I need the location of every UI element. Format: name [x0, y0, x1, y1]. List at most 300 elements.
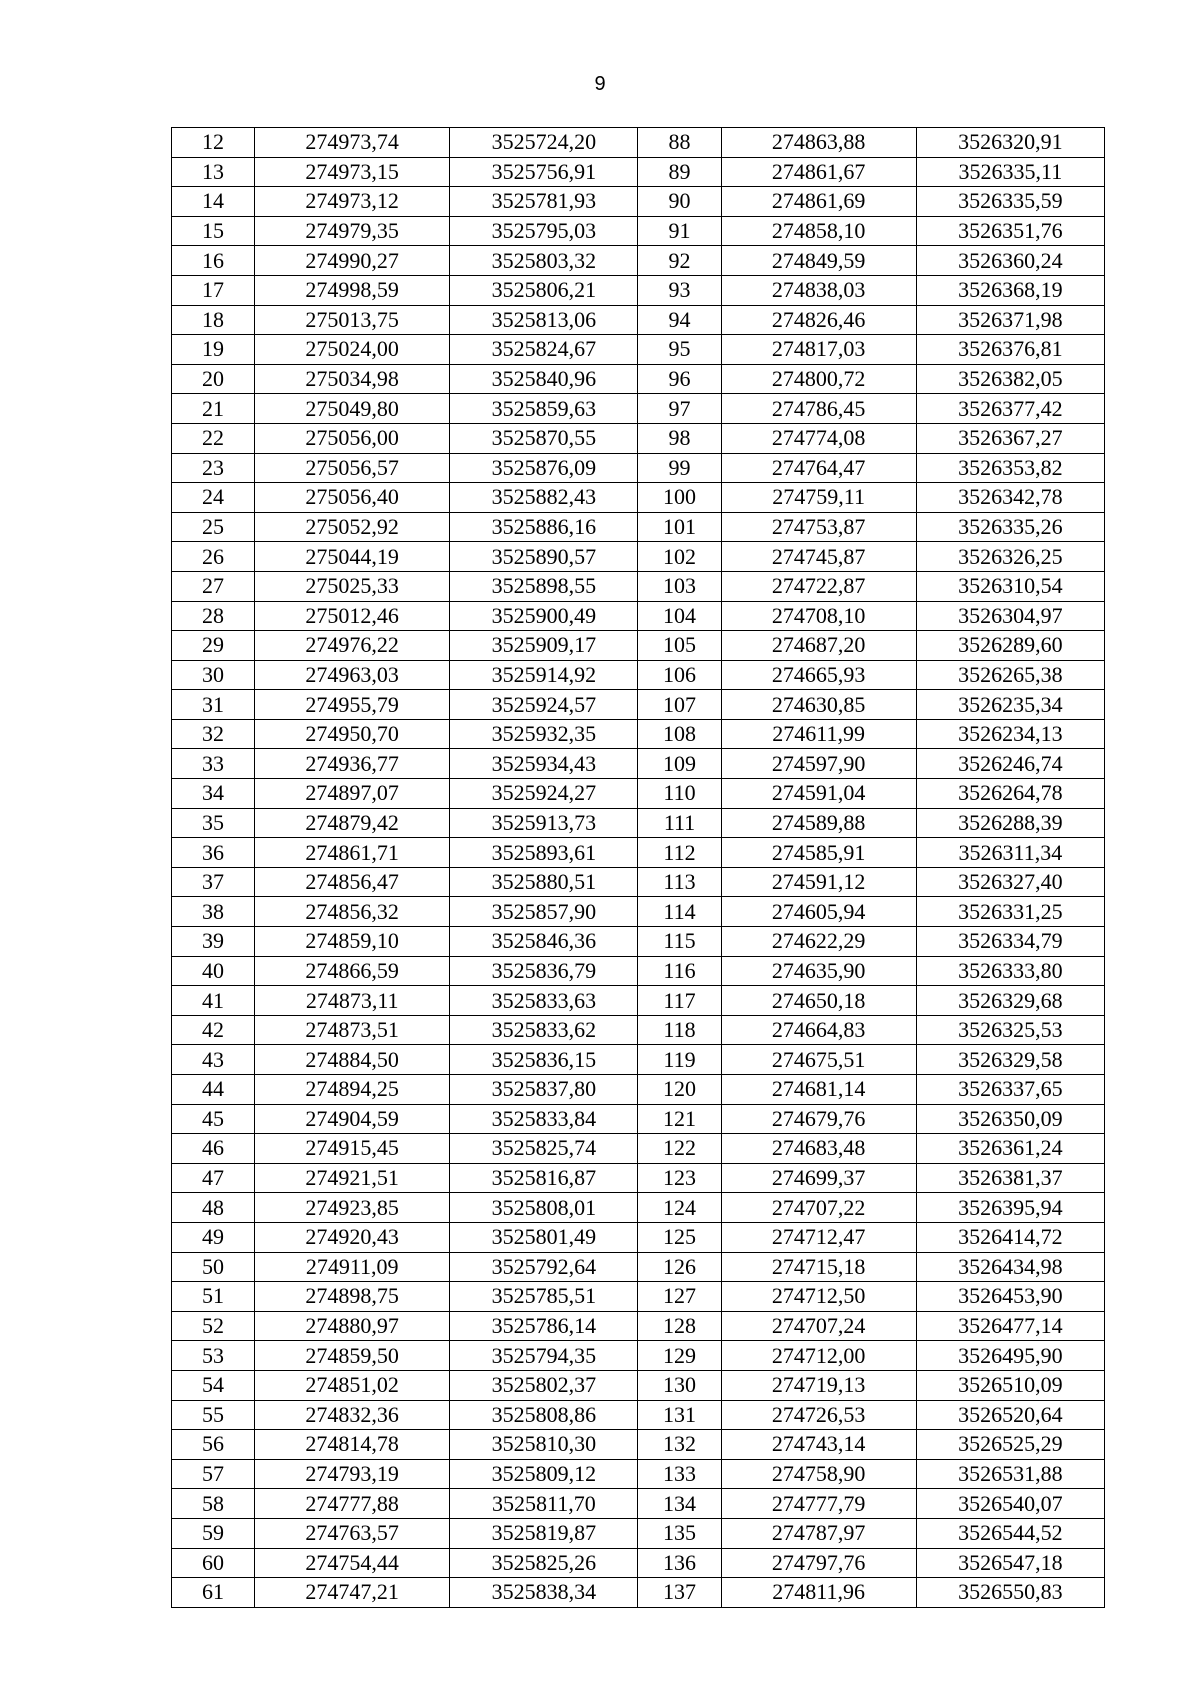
point-number-cell: 88 — [638, 128, 721, 158]
y-coordinate-cell: 3526246,74 — [916, 749, 1104, 779]
x-coordinate-cell: 274955,79 — [255, 690, 450, 720]
table-row — [172, 128, 1105, 158]
table-row — [172, 305, 1105, 335]
x-coordinate-cell: 274832,36 — [255, 1400, 450, 1430]
table-row — [172, 1489, 1105, 1519]
x-coordinate-cell: 274715,18 — [721, 1252, 916, 1282]
x-coordinate-cell: 274665,93 — [721, 660, 916, 690]
point-number-cell: 20 — [172, 364, 255, 394]
y-coordinate-cell: 3525900,49 — [450, 601, 638, 631]
x-coordinate-cell: 275056,57 — [255, 453, 450, 483]
x-coordinate-cell: 274963,03 — [255, 660, 450, 690]
page-number: 9 — [594, 73, 606, 95]
point-number-cell: 39 — [172, 927, 255, 957]
table-row — [172, 1222, 1105, 1252]
y-coordinate-cell: 3525792,64 — [450, 1252, 638, 1282]
y-coordinate-cell: 3526325,53 — [916, 1015, 1104, 1045]
x-coordinate-cell: 274990,27 — [255, 246, 450, 276]
point-number-cell: 23 — [172, 453, 255, 483]
point-number-cell: 13 — [172, 157, 255, 187]
y-coordinate-cell: 3526531,88 — [916, 1459, 1104, 1489]
y-coordinate-cell: 3526371,98 — [916, 305, 1104, 335]
y-coordinate-cell: 3525803,32 — [450, 246, 638, 276]
x-coordinate-cell: 274976,22 — [255, 631, 450, 661]
y-coordinate-cell: 3525756,91 — [450, 157, 638, 187]
y-coordinate-cell: 3526376,81 — [916, 335, 1104, 365]
point-number-cell: 19 — [172, 335, 255, 365]
point-number-cell: 46 — [172, 1134, 255, 1164]
point-number-cell: 41 — [172, 986, 255, 1016]
y-coordinate-cell: 3525795,03 — [450, 216, 638, 246]
x-coordinate-cell: 274797,76 — [721, 1548, 916, 1578]
x-coordinate-cell: 274777,88 — [255, 1489, 450, 1519]
y-coordinate-cell: 3526234,13 — [916, 719, 1104, 749]
x-coordinate-cell: 274894,25 — [255, 1075, 450, 1105]
point-number-cell: 93 — [638, 275, 721, 305]
y-coordinate-cell: 3525932,35 — [450, 719, 638, 749]
x-coordinate-cell: 274585,91 — [721, 838, 916, 868]
table-row — [172, 1163, 1105, 1193]
x-coordinate-cell: 274589,88 — [721, 808, 916, 838]
table-row — [172, 394, 1105, 424]
point-number-cell: 35 — [172, 808, 255, 838]
point-number-cell: 97 — [638, 394, 721, 424]
coordinates-table — [171, 127, 1105, 1608]
y-coordinate-cell: 3526334,79 — [916, 927, 1104, 957]
x-coordinate-cell: 274712,47 — [721, 1222, 916, 1252]
y-coordinate-cell: 3526367,27 — [916, 423, 1104, 453]
point-number-cell: 36 — [172, 838, 255, 868]
table-row — [172, 483, 1105, 513]
point-number-cell: 124 — [638, 1193, 721, 1223]
x-coordinate-cell: 274998,59 — [255, 275, 450, 305]
y-coordinate-cell: 3526337,65 — [916, 1075, 1104, 1105]
y-coordinate-cell: 3526540,07 — [916, 1489, 1104, 1519]
table-row — [172, 364, 1105, 394]
y-coordinate-cell: 3525914,92 — [450, 660, 638, 690]
y-coordinate-cell: 3526289,60 — [916, 631, 1104, 661]
point-number-cell: 42 — [172, 1015, 255, 1045]
x-coordinate-cell: 274866,59 — [255, 956, 450, 986]
table-row — [172, 187, 1105, 217]
y-coordinate-cell: 3525859,63 — [450, 394, 638, 424]
x-coordinate-cell: 274873,51 — [255, 1015, 450, 1045]
point-number-cell: 44 — [172, 1075, 255, 1105]
table-row — [172, 1104, 1105, 1134]
x-coordinate-cell: 274950,70 — [255, 719, 450, 749]
x-coordinate-cell: 274687,20 — [721, 631, 916, 661]
point-number-cell: 113 — [638, 867, 721, 897]
x-coordinate-cell: 274726,53 — [721, 1400, 916, 1430]
point-number-cell: 29 — [172, 631, 255, 661]
x-coordinate-cell: 274683,48 — [721, 1134, 916, 1164]
x-coordinate-cell: 274764,47 — [721, 453, 916, 483]
y-coordinate-cell: 3525809,12 — [450, 1459, 638, 1489]
point-number-cell: 14 — [172, 187, 255, 217]
x-coordinate-cell: 274920,43 — [255, 1222, 450, 1252]
y-coordinate-cell: 3525836,15 — [450, 1045, 638, 1075]
y-coordinate-cell: 3525811,70 — [450, 1489, 638, 1519]
x-coordinate-cell: 275034,98 — [255, 364, 450, 394]
point-number-cell: 48 — [172, 1193, 255, 1223]
y-coordinate-cell: 3525802,37 — [450, 1370, 638, 1400]
point-number-cell: 59 — [172, 1518, 255, 1548]
y-coordinate-cell: 3526320,91 — [916, 128, 1104, 158]
y-coordinate-cell: 3526550,83 — [916, 1578, 1104, 1608]
x-coordinate-cell: 274851,02 — [255, 1370, 450, 1400]
x-coordinate-cell: 274873,11 — [255, 986, 450, 1016]
y-coordinate-cell: 3526547,18 — [916, 1548, 1104, 1578]
x-coordinate-cell: 274838,03 — [721, 275, 916, 305]
x-coordinate-cell: 274747,21 — [255, 1578, 450, 1608]
x-coordinate-cell: 274664,83 — [721, 1015, 916, 1045]
y-coordinate-cell: 3525833,63 — [450, 986, 638, 1016]
table-row — [172, 246, 1105, 276]
x-coordinate-cell: 274861,69 — [721, 187, 916, 217]
x-coordinate-cell: 274858,10 — [721, 216, 916, 246]
x-coordinate-cell: 274774,08 — [721, 423, 916, 453]
y-coordinate-cell: 3525913,73 — [450, 808, 638, 838]
point-number-cell: 114 — [638, 897, 721, 927]
point-number-cell: 127 — [638, 1282, 721, 1312]
x-coordinate-cell: 274635,90 — [721, 956, 916, 986]
point-number-cell: 27 — [172, 571, 255, 601]
table-row — [172, 1430, 1105, 1460]
point-number-cell: 91 — [638, 216, 721, 246]
table-row — [172, 571, 1105, 601]
x-coordinate-cell: 274758,90 — [721, 1459, 916, 1489]
x-coordinate-cell: 274759,11 — [721, 483, 916, 513]
point-number-cell: 125 — [638, 1222, 721, 1252]
table-row — [172, 1341, 1105, 1371]
point-number-cell: 55 — [172, 1400, 255, 1430]
point-number-cell: 32 — [172, 719, 255, 749]
y-coordinate-cell: 3525898,55 — [450, 571, 638, 601]
table-row — [172, 1015, 1105, 1045]
point-number-cell: 25 — [172, 512, 255, 542]
y-coordinate-cell: 3525785,51 — [450, 1282, 638, 1312]
y-coordinate-cell: 3526333,80 — [916, 956, 1104, 986]
point-number-cell: 109 — [638, 749, 721, 779]
x-coordinate-cell: 274793,19 — [255, 1459, 450, 1489]
x-coordinate-cell: 274754,44 — [255, 1548, 450, 1578]
point-number-cell: 17 — [172, 275, 255, 305]
table-row — [172, 335, 1105, 365]
x-coordinate-cell: 274605,94 — [721, 897, 916, 927]
point-number-cell: 132 — [638, 1430, 721, 1460]
table-row — [172, 1252, 1105, 1282]
x-coordinate-cell: 274708,10 — [721, 601, 916, 631]
point-number-cell: 130 — [638, 1370, 721, 1400]
point-number-cell: 135 — [638, 1518, 721, 1548]
point-number-cell: 118 — [638, 1015, 721, 1045]
x-coordinate-cell: 274911,09 — [255, 1252, 450, 1282]
y-coordinate-cell: 3526331,25 — [916, 897, 1104, 927]
point-number-cell: 34 — [172, 779, 255, 809]
x-coordinate-cell: 274786,45 — [721, 394, 916, 424]
y-coordinate-cell: 3525794,35 — [450, 1341, 638, 1371]
point-number-cell: 43 — [172, 1045, 255, 1075]
y-coordinate-cell: 3525886,16 — [450, 512, 638, 542]
point-number-cell: 40 — [172, 956, 255, 986]
y-coordinate-cell: 3525786,14 — [450, 1311, 638, 1341]
point-number-cell: 31 — [172, 690, 255, 720]
y-coordinate-cell: 3525838,34 — [450, 1578, 638, 1608]
table-row — [172, 512, 1105, 542]
table-row — [172, 808, 1105, 838]
y-coordinate-cell: 3526353,82 — [916, 453, 1104, 483]
table-row — [172, 1134, 1105, 1164]
x-coordinate-cell: 274879,42 — [255, 808, 450, 838]
y-coordinate-cell: 3526434,98 — [916, 1252, 1104, 1282]
table-row — [172, 660, 1105, 690]
y-coordinate-cell: 3525840,96 — [450, 364, 638, 394]
point-number-cell: 26 — [172, 542, 255, 572]
point-number-cell: 108 — [638, 719, 721, 749]
table-row — [172, 1370, 1105, 1400]
y-coordinate-cell: 3526304,97 — [916, 601, 1104, 631]
point-number-cell: 107 — [638, 690, 721, 720]
table-row — [172, 542, 1105, 572]
point-number-cell: 24 — [172, 483, 255, 513]
x-coordinate-cell: 274863,88 — [721, 128, 916, 158]
x-coordinate-cell: 274719,13 — [721, 1370, 916, 1400]
y-coordinate-cell: 3525813,06 — [450, 305, 638, 335]
y-coordinate-cell: 3526311,34 — [916, 838, 1104, 868]
point-number-cell: 103 — [638, 571, 721, 601]
x-coordinate-cell: 274707,22 — [721, 1193, 916, 1223]
y-coordinate-cell: 3526377,42 — [916, 394, 1104, 424]
point-number-cell: 15 — [172, 216, 255, 246]
y-coordinate-cell: 3525816,87 — [450, 1163, 638, 1193]
x-coordinate-cell: 274884,50 — [255, 1045, 450, 1075]
point-number-cell: 121 — [638, 1104, 721, 1134]
y-coordinate-cell: 3526335,11 — [916, 157, 1104, 187]
point-number-cell: 16 — [172, 246, 255, 276]
table-row — [172, 719, 1105, 749]
point-number-cell: 116 — [638, 956, 721, 986]
table-row — [172, 1193, 1105, 1223]
y-coordinate-cell: 3526350,09 — [916, 1104, 1104, 1134]
table-row — [172, 927, 1105, 957]
y-coordinate-cell: 3526235,34 — [916, 690, 1104, 720]
x-coordinate-cell: 274630,85 — [721, 690, 916, 720]
x-coordinate-cell: 275013,75 — [255, 305, 450, 335]
point-number-cell: 112 — [638, 838, 721, 868]
point-number-cell: 52 — [172, 1311, 255, 1341]
x-coordinate-cell: 274936,77 — [255, 749, 450, 779]
x-coordinate-cell: 274897,07 — [255, 779, 450, 809]
point-number-cell: 96 — [638, 364, 721, 394]
point-number-cell: 47 — [172, 1163, 255, 1193]
point-number-cell: 21 — [172, 394, 255, 424]
point-number-cell: 58 — [172, 1489, 255, 1519]
x-coordinate-cell: 275044,19 — [255, 542, 450, 572]
y-coordinate-cell: 3526327,40 — [916, 867, 1104, 897]
y-coordinate-cell: 3525833,62 — [450, 1015, 638, 1045]
y-coordinate-cell: 3525808,86 — [450, 1400, 638, 1430]
x-coordinate-cell: 274859,50 — [255, 1341, 450, 1371]
y-coordinate-cell: 3525882,43 — [450, 483, 638, 513]
point-number-cell: 18 — [172, 305, 255, 335]
y-coordinate-cell: 3525833,84 — [450, 1104, 638, 1134]
table-row — [172, 1548, 1105, 1578]
y-coordinate-cell: 3526453,90 — [916, 1282, 1104, 1312]
y-coordinate-cell: 3526351,76 — [916, 216, 1104, 246]
y-coordinate-cell: 3525846,36 — [450, 927, 638, 957]
y-coordinate-cell: 3525934,43 — [450, 749, 638, 779]
x-coordinate-cell: 275052,92 — [255, 512, 450, 542]
x-coordinate-cell: 274743,14 — [721, 1430, 916, 1460]
x-coordinate-cell: 274650,18 — [721, 986, 916, 1016]
y-coordinate-cell: 3525724,20 — [450, 128, 638, 158]
x-coordinate-cell: 274973,15 — [255, 157, 450, 187]
table-row — [172, 1282, 1105, 1312]
x-coordinate-cell: 274712,50 — [721, 1282, 916, 1312]
point-number-cell: 33 — [172, 749, 255, 779]
point-number-cell: 105 — [638, 631, 721, 661]
table-row — [172, 986, 1105, 1016]
point-number-cell: 128 — [638, 1311, 721, 1341]
x-coordinate-cell: 274814,78 — [255, 1430, 450, 1460]
y-coordinate-cell: 3526395,94 — [916, 1193, 1104, 1223]
table-row — [172, 1400, 1105, 1430]
table-row — [172, 690, 1105, 720]
x-coordinate-cell: 274745,87 — [721, 542, 916, 572]
x-coordinate-cell: 274681,14 — [721, 1075, 916, 1105]
point-number-cell: 61 — [172, 1578, 255, 1608]
y-coordinate-cell: 3525924,27 — [450, 779, 638, 809]
point-number-cell: 102 — [638, 542, 721, 572]
y-coordinate-cell: 3526264,78 — [916, 779, 1104, 809]
x-coordinate-cell: 274679,76 — [721, 1104, 916, 1134]
x-coordinate-cell: 274898,75 — [255, 1282, 450, 1312]
x-coordinate-cell: 274800,72 — [721, 364, 916, 394]
table-row — [172, 1578, 1105, 1608]
x-coordinate-cell: 274722,87 — [721, 571, 916, 601]
table-row — [172, 275, 1105, 305]
x-coordinate-cell: 274611,99 — [721, 719, 916, 749]
x-coordinate-cell: 274904,59 — [255, 1104, 450, 1134]
y-coordinate-cell: 3526342,78 — [916, 483, 1104, 513]
point-number-cell: 123 — [638, 1163, 721, 1193]
point-number-cell: 137 — [638, 1578, 721, 1608]
x-coordinate-cell: 274856,32 — [255, 897, 450, 927]
point-number-cell: 45 — [172, 1104, 255, 1134]
table-row — [172, 779, 1105, 809]
y-coordinate-cell: 3525836,79 — [450, 956, 638, 986]
table-row — [172, 867, 1105, 897]
x-coordinate-cell: 274921,51 — [255, 1163, 450, 1193]
x-coordinate-cell: 274675,51 — [721, 1045, 916, 1075]
y-coordinate-cell: 3526310,54 — [916, 571, 1104, 601]
y-coordinate-cell: 3526510,09 — [916, 1370, 1104, 1400]
point-number-cell: 57 — [172, 1459, 255, 1489]
x-coordinate-cell: 274591,04 — [721, 779, 916, 809]
y-coordinate-cell: 3526477,14 — [916, 1311, 1104, 1341]
x-coordinate-cell: 275012,46 — [255, 601, 450, 631]
y-coordinate-cell: 3526335,59 — [916, 187, 1104, 217]
y-coordinate-cell: 3525876,09 — [450, 453, 638, 483]
y-coordinate-cell: 3525808,01 — [450, 1193, 638, 1223]
point-number-cell: 53 — [172, 1341, 255, 1371]
x-coordinate-cell: 275056,40 — [255, 483, 450, 513]
x-coordinate-cell: 274707,24 — [721, 1311, 916, 1341]
point-number-cell: 115 — [638, 927, 721, 957]
x-coordinate-cell: 274591,12 — [721, 867, 916, 897]
x-coordinate-cell: 274861,71 — [255, 838, 450, 868]
x-coordinate-cell: 275025,33 — [255, 571, 450, 601]
x-coordinate-cell: 274817,03 — [721, 335, 916, 365]
x-coordinate-cell: 274856,47 — [255, 867, 450, 897]
table-row — [172, 453, 1105, 483]
y-coordinate-cell: 3525819,87 — [450, 1518, 638, 1548]
point-number-cell: 95 — [638, 335, 721, 365]
point-number-cell: 106 — [638, 660, 721, 690]
point-number-cell: 133 — [638, 1459, 721, 1489]
y-coordinate-cell: 3525857,90 — [450, 897, 638, 927]
coordinates-table-body — [172, 128, 1105, 1608]
x-coordinate-cell: 274787,97 — [721, 1518, 916, 1548]
point-number-cell: 54 — [172, 1370, 255, 1400]
y-coordinate-cell: 3526495,90 — [916, 1341, 1104, 1371]
table-row — [172, 601, 1105, 631]
table-row — [172, 1311, 1105, 1341]
y-coordinate-cell: 3526360,24 — [916, 246, 1104, 276]
y-coordinate-cell: 3525870,55 — [450, 423, 638, 453]
table-row — [172, 897, 1105, 927]
table-row — [172, 216, 1105, 246]
y-coordinate-cell: 3525825,74 — [450, 1134, 638, 1164]
point-number-cell: 129 — [638, 1341, 721, 1371]
point-number-cell: 117 — [638, 986, 721, 1016]
y-coordinate-cell: 3526288,39 — [916, 808, 1104, 838]
x-coordinate-cell: 274826,46 — [721, 305, 916, 335]
point-number-cell: 38 — [172, 897, 255, 927]
x-coordinate-cell: 275056,00 — [255, 423, 450, 453]
point-number-cell: 92 — [638, 246, 721, 276]
y-coordinate-cell: 3526525,29 — [916, 1430, 1104, 1460]
point-number-cell: 136 — [638, 1548, 721, 1578]
y-coordinate-cell: 3526520,64 — [916, 1400, 1104, 1430]
x-coordinate-cell: 274923,85 — [255, 1193, 450, 1223]
x-coordinate-cell: 274973,74 — [255, 128, 450, 158]
point-number-cell: 131 — [638, 1400, 721, 1430]
x-coordinate-cell: 274699,37 — [721, 1163, 916, 1193]
x-coordinate-cell: 274597,90 — [721, 749, 916, 779]
table-row — [172, 1459, 1105, 1489]
x-coordinate-cell: 274979,35 — [255, 216, 450, 246]
point-number-cell: 90 — [638, 187, 721, 217]
point-number-cell: 98 — [638, 423, 721, 453]
x-coordinate-cell: 274973,12 — [255, 187, 450, 217]
point-number-cell: 49 — [172, 1222, 255, 1252]
point-number-cell: 126 — [638, 1252, 721, 1282]
point-number-cell: 94 — [638, 305, 721, 335]
point-number-cell: 37 — [172, 867, 255, 897]
y-coordinate-cell: 3525825,26 — [450, 1548, 638, 1578]
point-number-cell: 111 — [638, 808, 721, 838]
y-coordinate-cell: 3526335,26 — [916, 512, 1104, 542]
table-row — [172, 749, 1105, 779]
y-coordinate-cell: 3526414,72 — [916, 1222, 1104, 1252]
point-number-cell: 104 — [638, 601, 721, 631]
x-coordinate-cell: 274915,45 — [255, 1134, 450, 1164]
table-row — [172, 631, 1105, 661]
point-number-cell: 51 — [172, 1282, 255, 1312]
y-coordinate-cell: 3525824,67 — [450, 335, 638, 365]
y-coordinate-cell: 3525801,49 — [450, 1222, 638, 1252]
